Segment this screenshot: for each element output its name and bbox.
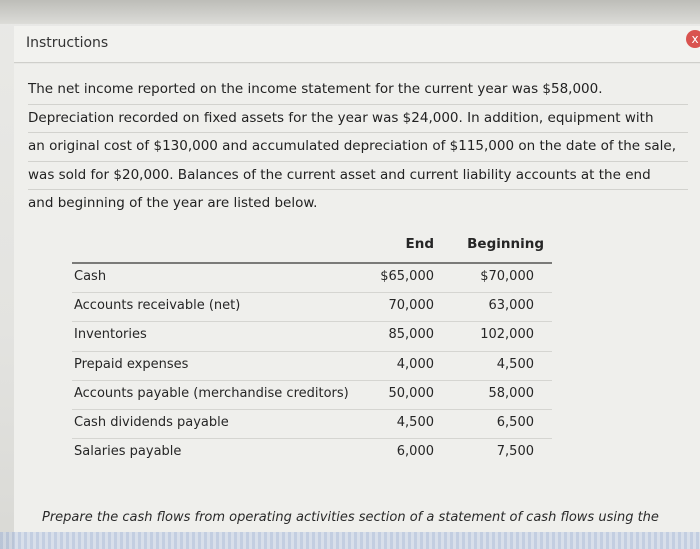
row-label: Cash	[74, 269, 107, 284]
cut-off-link-text	[0, 532, 700, 549]
row-label: Prepaid expenses	[74, 356, 189, 372]
row-label: Inventories	[74, 327, 147, 343]
statement-line: Depreciation recorded on fixed assets for the year was $24,000. In addition, equipment with	[28, 105, 688, 134]
column-header-beginning: Beginning	[467, 236, 544, 252]
row-end-value: 6,000	[396, 444, 434, 460]
statement-line: was sold for $20,000. Balances of the current asset and current liability accounts at the end	[28, 162, 688, 191]
table-row	[72, 410, 552, 439]
row-label: Accounts payable (merchandise creditors)	[74, 385, 349, 401]
instructions-header	[14, 26, 700, 63]
row-end-value: 4,500	[396, 414, 434, 430]
table-header	[72, 232, 552, 264]
row-beginning-value: $70,000	[480, 269, 534, 284]
table-row	[72, 264, 552, 293]
top-edge	[0, 0, 700, 24]
column-header-end: End	[405, 236, 434, 252]
row-end-value: 85,000	[388, 327, 434, 343]
row-beginning-value: 58,000	[488, 385, 534, 401]
row-beginning-value: 6,500	[496, 414, 534, 430]
row-end-value: $65,000	[380, 269, 434, 284]
row-beginning-value: 63,000	[488, 298, 534, 314]
row-end-value: 4,000	[396, 356, 434, 372]
statement-line: an original cost of $130,000 and accumulated depreciation of $115,000 on the date of the sale,	[28, 133, 688, 162]
table-row	[72, 439, 552, 467]
row-beginning-value: 4,500	[496, 356, 534, 372]
table-row	[72, 352, 552, 381]
row-label: Salaries payable	[74, 444, 182, 460]
statement-line: and beginning of the year are listed below.	[28, 195, 318, 211]
table-row	[72, 322, 552, 351]
table-row	[72, 293, 552, 322]
row-label: Accounts receivable (net)	[74, 298, 241, 314]
header-title: Instructions	[26, 35, 109, 51]
table-row	[72, 381, 552, 410]
row-beginning-value: 102,000	[480, 327, 534, 343]
row-end-value: 50,000	[388, 385, 434, 401]
balances-table	[72, 232, 552, 467]
statement-line: The net income reported on the income statement for the current year was $58,000.	[28, 76, 688, 105]
task-prompt: Prepare the cash flows from operating activities section of a statement of cash flows using the	[42, 510, 659, 525]
instructions-panel	[14, 64, 700, 549]
close-icon[interactable]: x	[686, 30, 700, 48]
row-end-value: 70,000	[388, 298, 434, 314]
row-label: Cash dividends payable	[74, 414, 229, 430]
row-beginning-value: 7,500	[496, 444, 534, 460]
problem-statement	[28, 76, 688, 218]
